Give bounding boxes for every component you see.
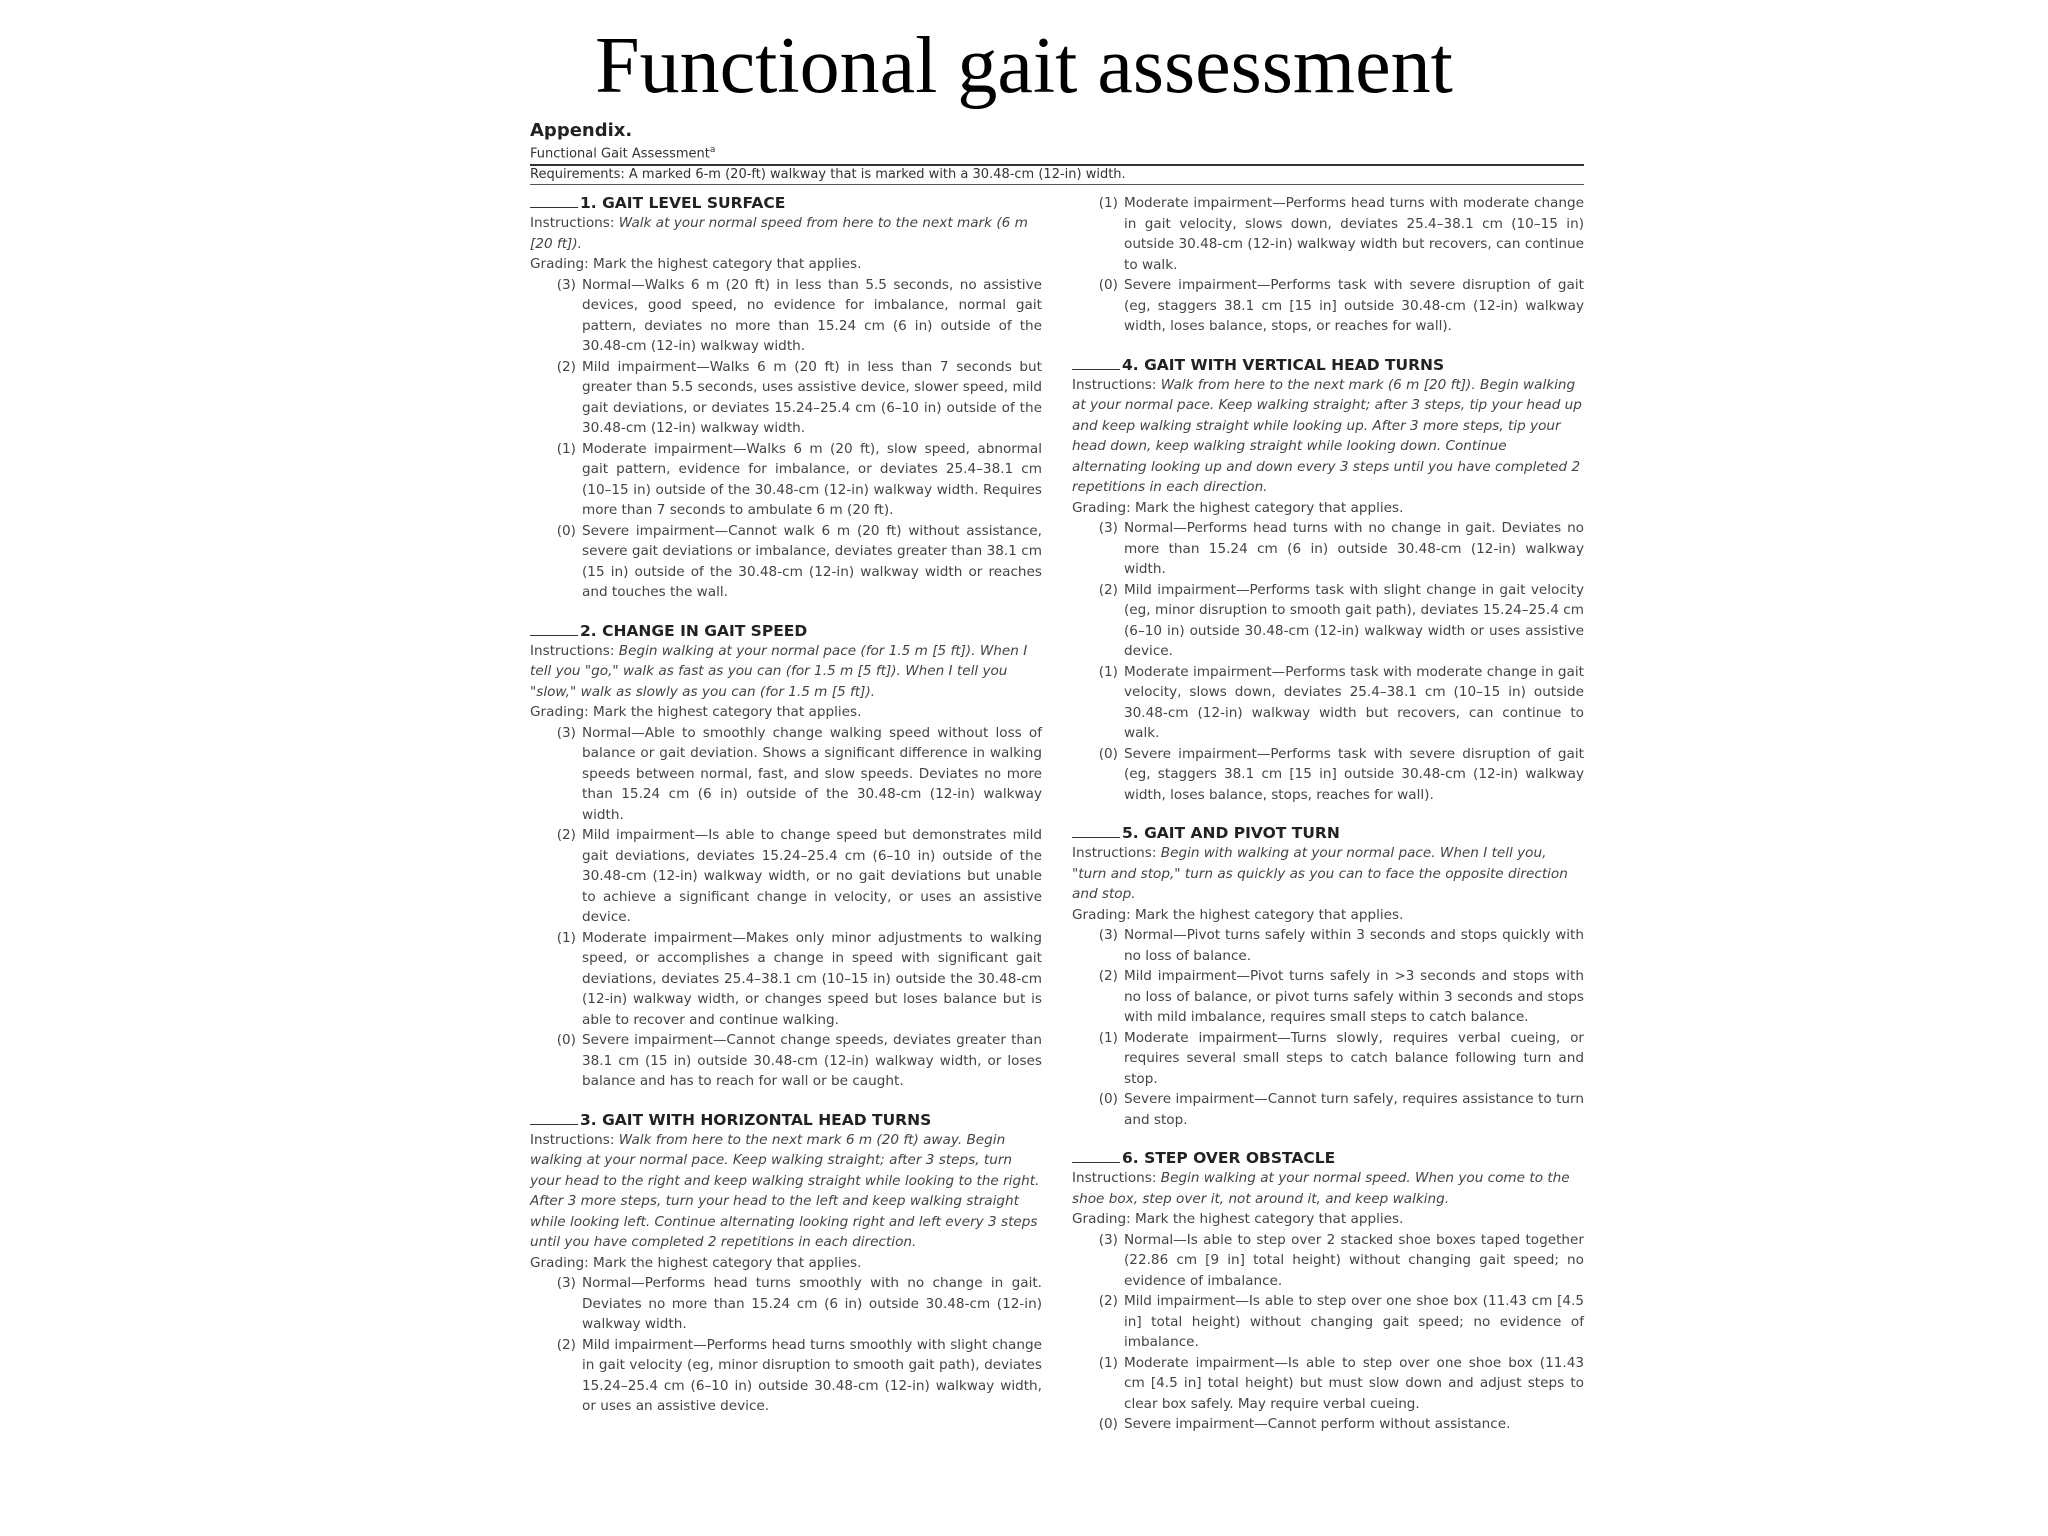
grade-option	[530, 1273, 1042, 1335]
item-instructions	[1072, 1168, 1584, 1209]
grade-description: Severe impairment—Cannot turn safely, requires assistance to turn and stop.	[1124, 1091, 1584, 1128]
item-title	[530, 621, 1042, 641]
grade-score: (0)	[1098, 1091, 1118, 1108]
grade-description: Normal—Able to smoothly change walking speed without loss of balance or gait deviation. Shows a significant difference in walking speeds between normal, fast, and slow speeds. Deviates no more than 15.24 cm (6 in) outside of the 30.48-cm (12-in) walkway width.	[582, 724, 1042, 823]
item-title-text: 4. GAIT WITH VERTICAL HEAD TURNS	[1122, 355, 1445, 374]
score-blank-line[interactable]	[1072, 1148, 1120, 1163]
instructions-text: Begin walking at your normal pace (for 1.5 m [5 ft]). When I tell you "go," walk as fast as you can (for 1.5 m [5 ft]). When I tell you "slow," walk as slowly as you can (for 1.5 m [5 ft]).	[530, 642, 1028, 700]
grade-score: (3)	[556, 276, 576, 293]
instructions-text: Begin with walking at your normal pace. When I tell you, "turn and stop," turn as quickly as you can to face the opposite direction and stop.	[1072, 845, 1568, 903]
assessment-item	[1072, 1148, 1584, 1435]
appendix-subheading: Functional Gait Assessment$^a$	[530, 145, 716, 162]
grade-option	[1072, 925, 1584, 966]
grade-description: Mild impairment—Walks 6 m (20 ft) in less than 7 seconds but greater than 5.5 seconds, uses assistive device, slower speed, mild gait deviations, or deviates 15.24–25.4 cm (6–10 in) outside of the 30.48-cm (12-in) walkway width.	[582, 358, 1042, 437]
grade-score: (0)	[1098, 1416, 1118, 1433]
grade-score: (2)	[556, 827, 576, 844]
grade-option	[1072, 1230, 1584, 1292]
item-instructions	[1072, 843, 1584, 905]
grade-option	[1072, 1089, 1584, 1130]
grade-score: (1)	[1098, 1029, 1118, 1046]
grade-option	[1072, 193, 1584, 275]
grade-option	[530, 1335, 1042, 1417]
grade-option	[1072, 1353, 1584, 1415]
grade-description: Mild impairment—Is able to change speed but demonstrates mild gait deviations, deviates 15.24–25.4 cm (6–10 in) outside of the 30.48-cm (12-in) walkway width, or no gait deviations but unable to achieve a significant change in velocity, or uses an assistive device.	[582, 827, 1042, 926]
grade-description: Moderate impairment—Walks 6 m (20 ft), slow speed, abnormal gait pattern, evidence for imbalance, or deviates 25.4–38.1 cm (10–15 in) outside of the 30.48-cm (12-in) walkway width. Requires more than 7 seconds to ambulate 6 m (20 ft).	[582, 440, 1042, 519]
grade-score: (1)	[556, 440, 576, 457]
grade-option	[530, 521, 1042, 603]
score-blank-line[interactable]	[530, 193, 578, 208]
item-title-text: 6. STEP OVER OBSTACLE	[1122, 1149, 1336, 1168]
grade-option	[1072, 275, 1584, 337]
grade-description: Moderate impairment—Performs head turns with moderate change in gait velocity, slows down, deviates 25.4–38.1 cm (10–15 in) outside 30.48-cm (12-in) walkway width but recovers, can continue to walk.	[1124, 195, 1584, 273]
grade-description: Normal—Performs head turns smoothly with no change in gait. Deviates no more than 15.24 cm (6 in) outside 30.48-cm (12-in) walkway width.	[582, 1275, 1042, 1333]
grade-option	[1072, 1414, 1584, 1435]
score-blank-line[interactable]	[1072, 823, 1120, 838]
grade-option	[1072, 744, 1584, 806]
instructions-text: Walk at your normal speed from here to the next mark (6 m [20 ft]).	[530, 215, 1028, 252]
grade-score: (3)	[1098, 520, 1118, 537]
appendix-heading: Appendix.	[530, 120, 633, 141]
item-title-text: 3. GAIT WITH HORIZONTAL HEAD TURNS	[580, 1110, 932, 1129]
grade-option	[530, 357, 1042, 439]
grade-score: (1)	[556, 929, 576, 946]
grade-description: Mild impairment—Performs task with slight change in gait velocity (eg, minor disruption to smooth gait path), deviates 15.24–25.4 cm (6–10 in) outside 30.48-cm (12-in) walkway width or uses assistive device.	[1124, 581, 1584, 660]
grade-score: (0)	[556, 522, 576, 539]
grade-score: (2)	[556, 1336, 576, 1353]
assessment-item	[530, 621, 1042, 1092]
instructions-text: Walk from here to the next mark (6 m [20 ft]). Begin walking at your normal pace. Keep walking straight; after 3 steps, tip your head up and keep walking straight while looking up. After 3 more steps, tip your head down, keep walking straight while looking down. Continue alternating looking up and down every 3 steps until you have completed 2 repetitions in each direction.	[1072, 376, 1582, 496]
grade-option	[1072, 1291, 1584, 1353]
item-title	[530, 1110, 1042, 1130]
grade-option	[530, 825, 1042, 928]
grade-description: Moderate impairment—Performs task with moderate change in gait velocity, slows down, deviates 25.4–38.1 cm (10–15 in) outside 30.48-cm (12-in) walkway width but recovers, can continue to walk.	[1124, 663, 1584, 742]
grade-description: Moderate impairment—Is able to step over one shoe box (11.43 cm [4.5 in] total height) but must slow down and adjust steps to clear box safely. May require verbal cueing.	[1124, 1354, 1584, 1412]
item-instructions	[1072, 375, 1584, 498]
item-3-continuation	[1072, 193, 1584, 337]
grade-description: Mild impairment—Is able to step over one shoe box (11.43 cm [4.5 in] total height) without changing gait speed; no evidence of imbalance.	[1124, 1293, 1584, 1351]
grade-option	[1072, 580, 1584, 662]
item-instructions	[530, 1130, 1042, 1253]
item-instructions	[530, 641, 1042, 703]
grade-description: Normal—Pivot turns safely within 3 seconds and stops quickly with no loss of balance.	[1124, 927, 1584, 964]
grade-description: Severe impairment—Performs task with severe disruption of gait (eg, staggers 38.1 cm [15 in] outside 30.48-cm (12-in) walkway width, loses balance, stops, or reaches for wall).	[1124, 277, 1584, 335]
grade-score: (0)	[1098, 745, 1118, 762]
grade-score: (3)	[556, 1275, 576, 1292]
item-title-text: 1. GAIT LEVEL SURFACE	[580, 194, 786, 213]
assessment-item	[1072, 823, 1584, 1130]
grade-description: Normal—Performs head turns with no change in gait. Deviates no more than 15.24 cm (6 in) outside 30.48-cm (12-in) walkway width.	[1124, 520, 1584, 578]
item-title-text: 5. GAIT AND PIVOT TURN	[1122, 824, 1340, 843]
grade-option	[1072, 1028, 1584, 1090]
grade-description: Severe impairment—Cannot change speeds, deviates greater than 38.1 cm (15 in) outside 30.48-cm (12-in) walkway width, or loses balance and has to reach for wall or be caught.	[582, 1032, 1042, 1090]
grade-score: (2)	[1098, 968, 1118, 985]
grade-description: Normal—Is able to step over 2 stacked shoe boxes taped together (22.86 cm [9 in] total height) without changing gait speed; no evidence of imbalance.	[1124, 1231, 1584, 1289]
instructions-text: Begin walking at your normal speed. When you come to the shoe box, step over it, not around it, and keep walking.	[1072, 1170, 1570, 1207]
assessment-document	[530, 120, 1584, 1510]
grade-score: (0)	[556, 1032, 576, 1049]
instructions-text: Walk from here to the next mark 6 m (20 ft) away. Begin walking at your normal pace. Keep walking straight; after 3 steps, turn your head to the right and keep walking straight while looking to the right. After 3 more steps, turn your head to the left and keep walking straight while looking left. Continue alternating looking right and left every 3 steps until you have completed 2 repetitions in each direction.	[530, 1131, 1040, 1251]
instructions-label: Instructions:	[530, 1131, 619, 1148]
assessment-item	[530, 193, 1042, 603]
grading-instruction: Grading: Mark the highest category that applies.	[530, 1254, 862, 1271]
grade-score: (2)	[556, 358, 576, 375]
grading-instruction: Grading: Mark the highest category that applies.	[530, 256, 862, 273]
instructions-label: Instructions:	[1072, 1170, 1161, 1187]
two-column-body	[530, 185, 1584, 1515]
assessment-item	[1072, 355, 1584, 806]
item-title	[530, 193, 1042, 213]
slide-title: Functional gait assessment	[595, 22, 1453, 110]
grading-instruction: Grading: Mark the highest category that applies.	[530, 704, 862, 721]
item-title	[1072, 823, 1584, 843]
grade-description: Moderate impairment—Makes only minor adjustments to walking speed, or accomplishes a change in speed with significant gait deviations, deviates 25.4–38.1 cm (10–15 in) outside the 30.48-cm (12-in) walkway width, or changes speed but loses balance but is able to recover and continue walking.	[582, 929, 1042, 1028]
instructions-label: Instructions:	[1072, 376, 1161, 393]
grade-score: (3)	[556, 724, 576, 741]
grade-option	[530, 723, 1042, 826]
grade-score: (2)	[1098, 581, 1118, 598]
instructions-label: Instructions:	[530, 642, 619, 659]
grade-description: Severe impairment—Cannot perform without assistance.	[1124, 1416, 1511, 1433]
grading-instruction: Grading: Mark the highest category that applies.	[1072, 499, 1404, 516]
left-column	[530, 193, 1042, 1435]
grade-score: (1)	[1098, 195, 1118, 212]
grade-option	[530, 275, 1042, 357]
grade-option	[530, 1030, 1042, 1092]
item-title-text: 2. CHANGE IN GAIT SPEED	[580, 621, 808, 640]
grade-score: (1)	[1098, 1354, 1118, 1371]
grade-score: (1)	[1098, 663, 1118, 680]
grade-score: (3)	[1098, 927, 1118, 944]
requirements-text: Requirements: A marked 6-m (20-ft) walkway that is marked with a 30.48-cm (12-in) width.	[530, 166, 1584, 185]
grade-description: Mild impairment—Performs head turns smoothly with slight change in gait velocity (eg, minor disruption to smooth gait path), deviates 15.24–25.4 cm (6–10 in) outside 30.48-cm (12-in) walkway width, or uses an assistive device.	[582, 1336, 1042, 1415]
item-title	[1072, 1148, 1584, 1168]
grade-option	[1072, 662, 1584, 744]
grading-instruction: Grading: Mark the highest category that applies.	[1072, 1211, 1404, 1228]
grade-option	[530, 439, 1042, 521]
item-instructions	[530, 213, 1042, 254]
grade-score: (0)	[1098, 277, 1118, 294]
instructions-label: Instructions:	[1072, 845, 1161, 862]
item-title	[1072, 355, 1584, 375]
right-column	[1072, 193, 1584, 1453]
grade-option	[1072, 966, 1584, 1028]
assessment-item	[530, 1110, 1042, 1417]
grade-score: (3)	[1098, 1231, 1118, 1248]
grade-description: Moderate impairment—Turns slowly, requires verbal cueing, or requires several small steps to catch balance following turn and stop.	[1124, 1029, 1584, 1087]
score-blank-line[interactable]	[530, 621, 578, 636]
grading-instruction: Grading: Mark the highest category that applies.	[1072, 906, 1404, 923]
instructions-label: Instructions:	[530, 215, 619, 232]
score-blank-line[interactable]	[1072, 355, 1120, 370]
grade-description: Severe impairment—Performs task with severe disruption of gait (eg, staggers 38.1 cm [15 in] outside 30.48-cm (12-in) walkway width, loses balance, stops, reaches for wall).	[1124, 745, 1584, 803]
grade-description: Mild impairment—Pivot turns safely in >3 seconds and stops with no loss of balance, or pivot turns safely within 3 seconds and stops with mild imbalance, requires small steps to catch balance.	[1124, 968, 1584, 1026]
grade-option	[1072, 518, 1584, 580]
grade-score: (2)	[1098, 1293, 1118, 1310]
score-blank-line[interactable]	[530, 1110, 578, 1125]
grade-description: Normal—Walks 6 m (20 ft) in less than 5.5 seconds, no assistive devices, good speed, no evidence for imbalance, normal gait pattern, deviates no more than 15.24 cm (6 in) outside of the 30.48-cm (12-in) walkway width.	[582, 276, 1042, 355]
grade-option	[530, 928, 1042, 1031]
grade-description: Severe impairment—Cannot walk 6 m (20 ft) without assistance, severe gait deviations or imbalance, deviates greater than 38.1 cm (15 in) outside of the 30.48-cm (12-in) walkway width or reaches and touches the wall.	[582, 522, 1042, 601]
